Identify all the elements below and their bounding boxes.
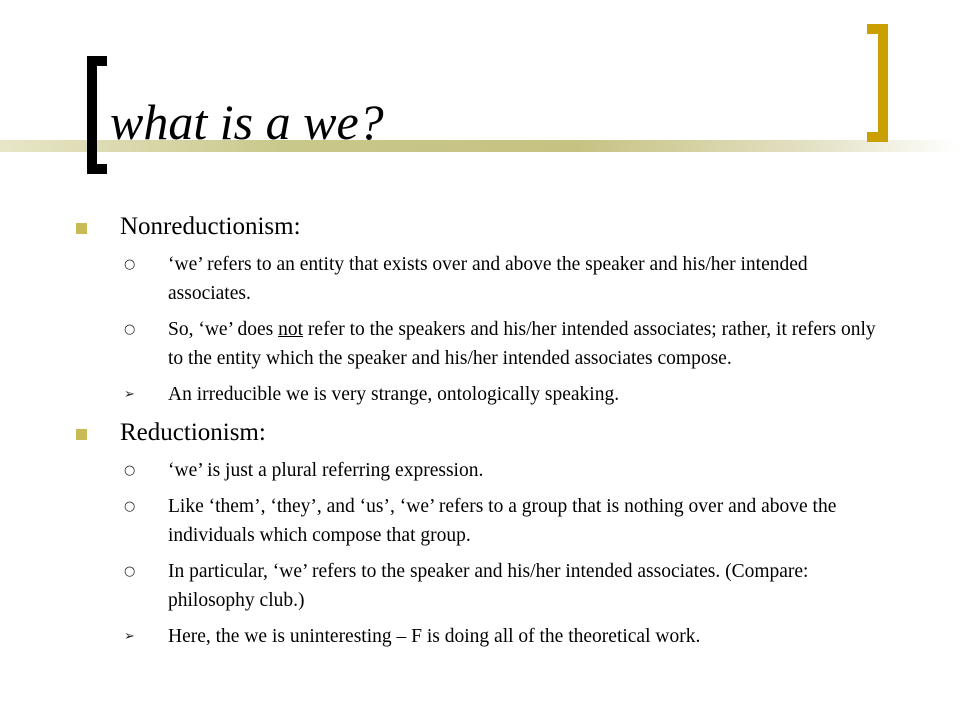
- left-bracket-decoration: [87, 56, 107, 174]
- ring-bullet-icon: ○: [124, 257, 136, 272]
- slide-body: [70, 210, 890, 658]
- list-item: ➢ An irreducible we is very strange, ontologically speaking.: [70, 380, 890, 409]
- arrow-bullet-icon: ➢: [124, 629, 135, 644]
- ring-bullet-icon: ○: [124, 463, 136, 478]
- section-reductionism: [70, 416, 890, 651]
- section-nonreductionism: [70, 210, 890, 409]
- list-item: ➢ Here, the we is uninteresting – F is doing all of the theoretical work.: [70, 622, 890, 651]
- right-bracket-decoration: [867, 24, 888, 142]
- list-item: ○ So, ‘we’ does not refer to the speakers and his/her intended associates; rather, it refers only to the entity which the speaker and his/her intended associates compose.: [70, 315, 890, 373]
- square-bullet-icon: [76, 429, 87, 440]
- ring-bullet-icon: ○: [124, 564, 136, 579]
- list-item: ○ ‘we’ is just a plural referring expression.: [70, 456, 890, 485]
- list-item: ○ Like ‘them’, ‘they’, and ‘us’, ‘we’ refers to a group that is nothing over and above the individuals which compose that group.: [70, 492, 890, 550]
- list-item: ○ ‘we’ refers to an entity that exists over and above the speaker and his/her intended associates.: [70, 250, 890, 308]
- square-bullet-icon: [76, 223, 87, 234]
- ring-bullet-icon: ○: [124, 322, 136, 337]
- section-heading: Reductionism:: [70, 416, 890, 450]
- underlined-word: not: [278, 319, 304, 340]
- ring-bullet-icon: ○: [124, 499, 136, 514]
- slide-title: what is a we?: [110, 94, 384, 150]
- list-item: ○ In particular, ‘we’ refers to the speaker and his/her intended associates. (Compare: philosophy club.): [70, 557, 890, 615]
- section-heading: Nonreductionism:: [70, 210, 890, 244]
- arrow-bullet-icon: ➢: [124, 387, 135, 402]
